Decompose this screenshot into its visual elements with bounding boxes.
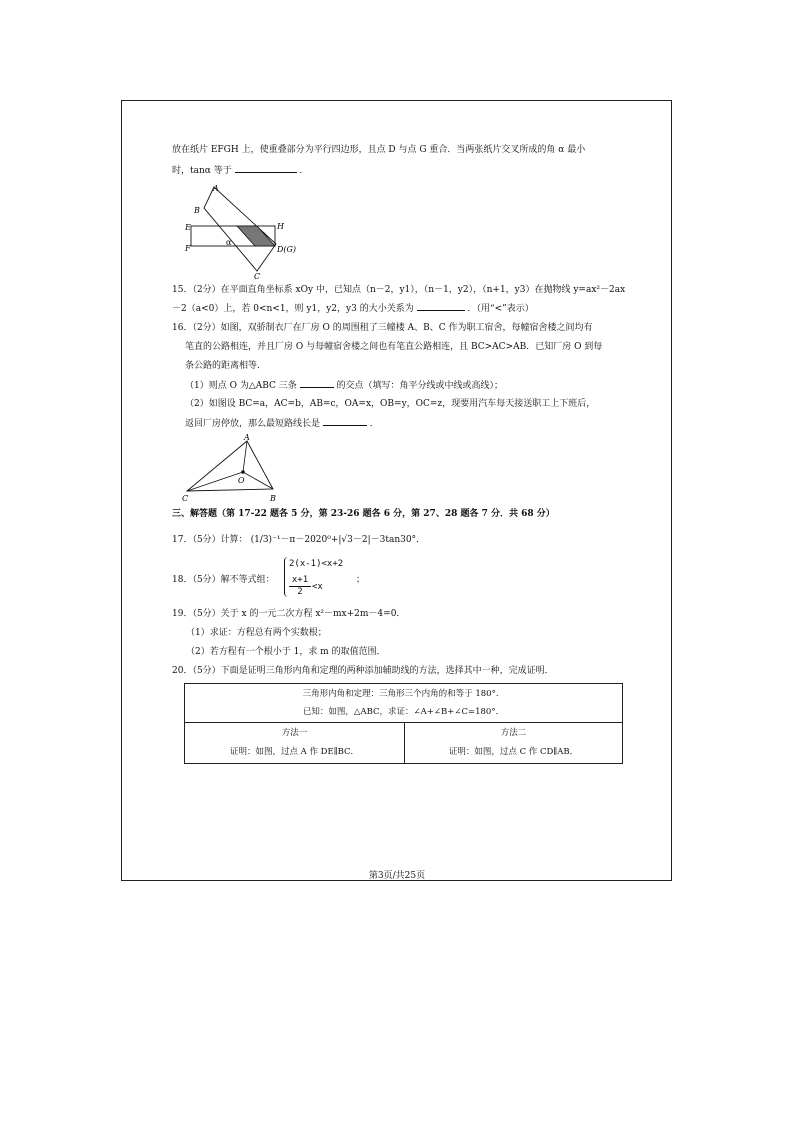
q19-line1: 19．（5分）关于 x 的一元二次方程 x²－mx+2m－4=0． — [172, 609, 406, 619]
method2-proof: 证明：如图，过点 C 作 CD∥AB． — [448, 747, 579, 757]
label-f: F — [185, 244, 191, 253]
q15-line2 — [172, 302, 534, 315]
q18-numerator: x+1 — [289, 575, 311, 587]
segment-oc — [187, 472, 243, 491]
proof-table — [184, 683, 623, 764]
answer-blank-16-1 — [300, 379, 334, 388]
q16-sub1-text: （1）则点 O 为△ABC 三条 — [185, 381, 297, 391]
method2-heading: 方法二 — [500, 728, 527, 738]
q18-fraction — [289, 575, 311, 598]
point-o — [241, 470, 245, 474]
q16-sub3-text: 返回厂房停放，那么最短路线长是 — [185, 419, 321, 429]
label-b: B — [270, 494, 276, 503]
q14-line2 — [172, 164, 308, 177]
q16-line1: 16．（2分）如图，双骄制衣厂在厂房 O 的周围租了三幢楼 A、B、C 作为职工宿舍，每幢宿舍楼之间均有 — [172, 323, 593, 333]
q14-line2-end: ． — [299, 166, 309, 176]
method1-heading: 方法一 — [281, 728, 308, 738]
label-alpha: α — [226, 238, 232, 247]
q16-sub2: （2）如图设 BC=a，AC=b，AB=c，OA=x，OB=y，OC=z，现要用汽车每天接送职工上下班后， — [185, 399, 596, 409]
label-dg: D(G) — [277, 245, 297, 254]
q14-line1: 放在纸片 EFGH 上，使重叠部分为平行四边形，且点 D 与点 G 重合．当两张纸片交叉所成的角 α 最小 — [172, 145, 586, 155]
table-given: 已知：如图，△ABC，求证：∠A+∠B+∠C=180°． — [302, 707, 505, 717]
figure-paper-strips — [180, 180, 297, 281]
segment-oa — [243, 441, 247, 472]
answer-blank-16-2 — [323, 417, 367, 426]
q18-ineq2-rhs: <x — [312, 582, 323, 592]
label-b: B — [194, 206, 200, 215]
label-o: O — [238, 476, 245, 485]
q17-expression: (1/3)⁻¹－π－2020⁰+|√3－2|－3tan30°． — [250, 535, 426, 545]
figure-triangle-abc — [180, 432, 285, 504]
q16-line2: 笔直的公路相连，并且厂房 O 与每幢宿舍楼之间也有笔直公路相连，且 BC>AC>AB．已知厂房 O 到每 — [185, 342, 603, 352]
page-footer: 第3页/共25页 — [368, 871, 426, 881]
q16-sub3-end: ． — [369, 419, 379, 429]
q16-sub3 — [185, 417, 379, 430]
label-c: C — [254, 272, 261, 281]
q16-sub1 — [185, 379, 503, 392]
q16-sub1-end: 的交点（填写：角平分线或中线或高线）； — [336, 381, 504, 391]
triangle-abc — [187, 441, 273, 491]
q18-label: 18．（5分）解不等式组： — [172, 575, 275, 585]
q17-label: 17．（5分）计算： — [172, 535, 248, 545]
q18-ineq1: 2(x-1)<x+2 — [289, 559, 344, 569]
q19-sub1: （1）求证：方程总有两个实数根； — [186, 628, 327, 638]
method1-proof: 证明：如图，过点 A 作 DE∥BC． — [229, 747, 360, 757]
q17 — [172, 534, 425, 546]
q15-line2-end: ．（用“<”表示） — [467, 304, 534, 314]
q15-line1: 15．（2分）在平面直角坐标系 xOy 中，已知点（n－2，y1），（n－1，y2），（n+1，y3）在抛物线 y=ax²－2ax — [172, 285, 626, 295]
label-h: H — [277, 222, 284, 231]
label-a: A — [244, 433, 250, 442]
q16-line3: 条公路的距离相等． — [185, 361, 267, 371]
q20-line1: 20．（5分）下面是证明三角形内角和定理的两种添加辅助线的方法，选择其中一种，完成证明． — [172, 666, 554, 676]
q15-line2-text: －2（a<0）上，若 0<n<1，则 y1，y2，y3 的大小关系为 — [172, 304, 414, 314]
label-c: C — [182, 494, 189, 503]
label-e: E — [185, 223, 191, 232]
q18-end: ； — [356, 575, 366, 585]
answer-blank-14 — [235, 164, 297, 173]
q14-line2-text: 时，tanα 等于 — [172, 166, 232, 176]
table-theorem: 三角形内角和定理：三角形三个内角的和等于 180°． — [302, 689, 505, 699]
q19-sub2: （2）若方程有一个根小于 1，求 m 的取值范围． — [186, 647, 386, 657]
answer-blank-15 — [417, 302, 465, 311]
label-a: A — [213, 184, 219, 193]
section-heading: 三、解答题（第 17-22 题各 5 分，第 23-26 题各 6 分，第 27、28 题各 7 分．共 68 分） — [172, 509, 555, 519]
overlap-parallelogram — [237, 226, 275, 246]
q18-denominator: 2 — [297, 587, 303, 597]
